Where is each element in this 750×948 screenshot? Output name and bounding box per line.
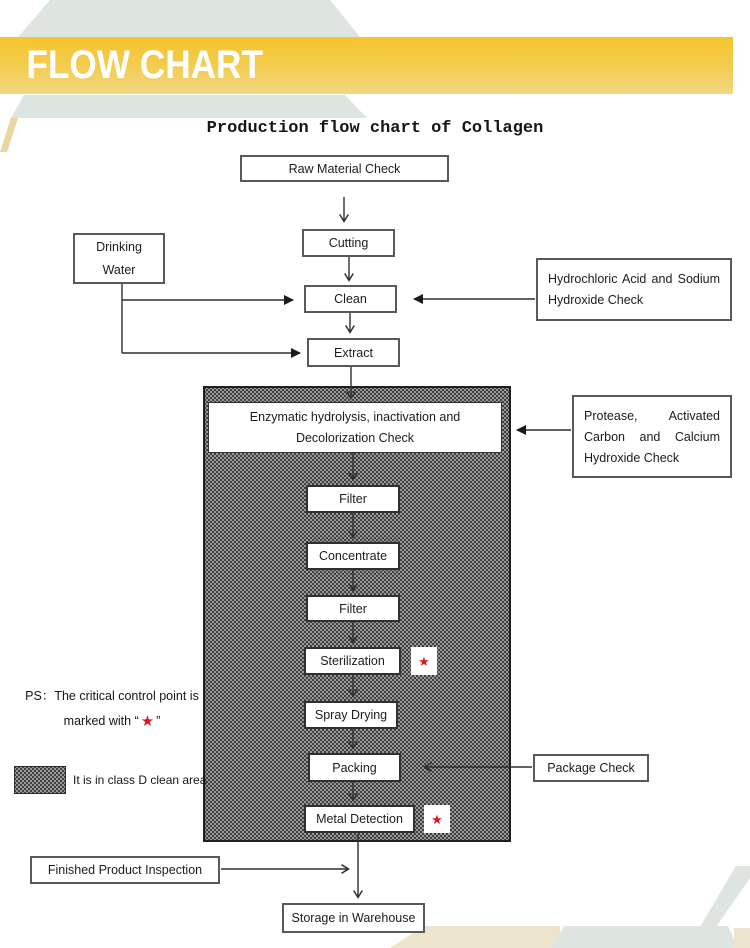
- node-filter-2: [306, 595, 400, 622]
- node-metal-detection: [304, 805, 415, 833]
- node-label-line3: Hydroxide Check: [584, 451, 680, 465]
- node-protease-check: [572, 395, 732, 478]
- ps-note-line2: [16, 709, 208, 734]
- node-label-line2: Water: [102, 262, 136, 277]
- node-label: Filter: [339, 601, 367, 616]
- ps-note-line2-prefix: marked with “: [63, 714, 139, 728]
- critical-point-star-sterilization: [411, 647, 437, 675]
- node-cutting: [302, 229, 395, 257]
- background-diagonal-right: [698, 866, 750, 930]
- node-label: Metal Detection: [316, 812, 403, 826]
- node-extract: [307, 338, 400, 367]
- node-storage-in-warehouse: [282, 903, 425, 933]
- node-label-line2: Carbon and Calcium: [584, 430, 720, 444]
- background-strip-below-header: [0, 95, 380, 118]
- node-label-line1: Protease, Activated: [584, 409, 720, 423]
- node-label: Spray Drying: [314, 708, 388, 722]
- node-label: Finished Product Inspection: [47, 863, 203, 877]
- diagram-title: Production flow chart of Collagen: [206, 119, 544, 138]
- node-label-line1: Drinking: [96, 239, 142, 254]
- page-title: FLOW CHART: [26, 43, 263, 87]
- ps-note-line2-suffix: ”: [156, 714, 161, 728]
- node-label: Extract: [334, 345, 373, 360]
- star-icon: ★: [140, 713, 155, 730]
- node-hydrochloric-check: [536, 258, 732, 321]
- background-corner-bottom-right: [734, 928, 750, 948]
- node-label: Concentrate: [318, 549, 388, 563]
- node-label-line1: Hydrochloric Acid and Sodium: [548, 272, 720, 286]
- legend-label: It is in class D clean area: [73, 773, 207, 787]
- node-label-line2: Decolorization Check: [295, 430, 415, 445]
- node-label-line1: Enzymatic hydrolysis, inactivation and: [249, 409, 461, 424]
- node-drinking-water: [73, 233, 165, 284]
- node-label-line2: Hydroxide Check: [548, 293, 644, 307]
- node-label: Clean: [334, 292, 367, 306]
- critical-point-star-metal-detection: [424, 805, 450, 833]
- node-label: Raw Material Check: [288, 161, 401, 176]
- background-shape-top: [0, 0, 400, 37]
- node-label: Packing: [332, 760, 377, 775]
- ps-note-line1: PS：The critical control point is: [25, 689, 199, 703]
- node-package-check: [533, 754, 649, 782]
- node-label: Package Check: [547, 761, 635, 775]
- node-spray-drying: [304, 701, 398, 729]
- node-concentrate: [306, 542, 400, 570]
- node-packing: [308, 753, 401, 782]
- header-bar: [0, 37, 733, 94]
- node-label: Cutting: [328, 236, 369, 250]
- star-icon: ★: [418, 653, 430, 669]
- node-raw-material-check: [240, 155, 449, 182]
- clean-area-legend: [14, 766, 206, 794]
- node-label: Filter: [339, 492, 367, 506]
- clean-area-swatch: [14, 766, 66, 794]
- star-icon: ★: [431, 811, 443, 827]
- node-filter-1: [306, 485, 400, 513]
- ps-note: [16, 684, 208, 734]
- node-finished-product-inspection: [30, 856, 220, 884]
- node-enzymatic-hydrolysis: [208, 402, 502, 453]
- node-sterilization: [304, 647, 401, 675]
- node-clean: [304, 285, 397, 313]
- node-label: Sterilization: [320, 654, 385, 668]
- node-label: Storage in Warehouse: [291, 911, 416, 925]
